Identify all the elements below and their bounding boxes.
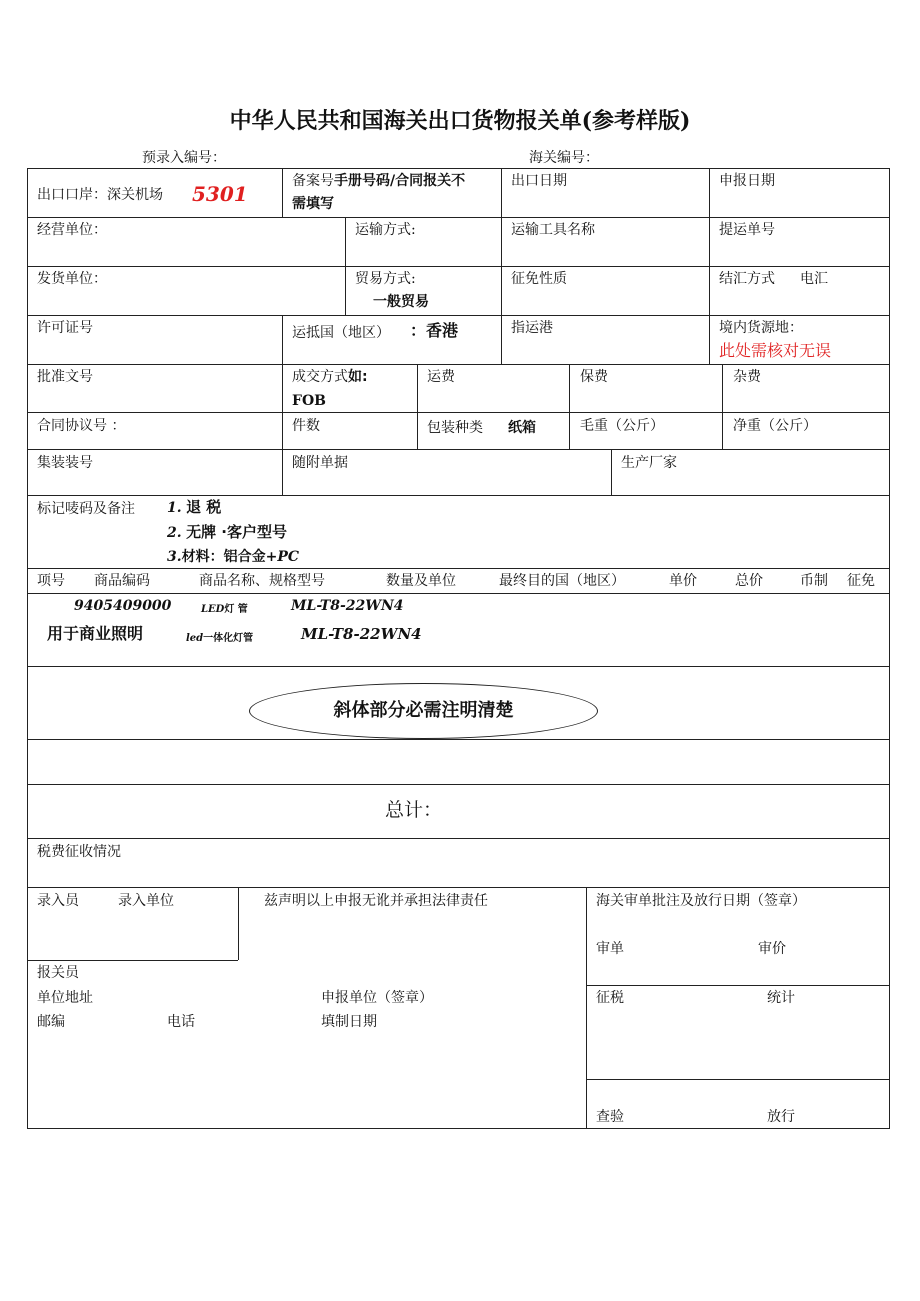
marks-line-3 — [167, 548, 299, 566]
levy-label: 征税 — [596, 990, 624, 1006]
export-port-code: 5301 — [192, 182, 248, 206]
record-no-note: 手册号码/合同报关不 — [334, 173, 466, 189]
deal-mode-value: FOB — [292, 393, 326, 409]
record-no-label-text: 备案号 — [292, 173, 334, 189]
domestic-source-note: 此处需核对无误 — [719, 341, 832, 360]
gross-weight-label: 毛重（公斤） — [580, 418, 664, 434]
total-label: 总计： — [385, 799, 443, 821]
item-name-1-en: LED — [201, 604, 225, 615]
marks-line-1-text: 退 税 — [186, 498, 222, 516]
price-review-label: 审价 — [758, 941, 786, 957]
marks-line-1 — [167, 498, 221, 517]
item-usage: 用于商业照明 — [47, 624, 144, 643]
destination-port-label: 指运港 — [511, 320, 553, 336]
package-label: 包装种类 — [427, 420, 483, 436]
col-currency: 币制 — [800, 573, 828, 589]
container-label: 集装装号 — [37, 455, 93, 471]
entry-clerk-label: 录入员 — [37, 893, 79, 909]
deal-mode-label-text: 成交方式 — [292, 369, 348, 385]
shipper-label: 发货单位： — [37, 271, 107, 287]
col-commodity-code: 商品编码 — [94, 573, 150, 589]
package-value: 纸箱 — [508, 420, 536, 436]
insurance-label: 保费 — [580, 369, 608, 385]
address-label: 单位地址 — [37, 990, 93, 1006]
transport-tool-label: 运输工具名称 — [511, 222, 595, 238]
marks-line-3-no: 3. — [167, 549, 182, 565]
fill-date-label: 填制日期 — [321, 1014, 377, 1030]
item-name-1 — [201, 599, 248, 619]
oval-note: 斜体部分必需注明清楚 — [333, 700, 514, 721]
item-commodity-code: 9405409000 — [74, 598, 172, 614]
destination-country-value: ：香港 — [410, 321, 459, 340]
marks-line-2-text: 无牌 ·客户型号 — [186, 523, 287, 541]
inspection-label: 查验 — [596, 1109, 624, 1125]
entry-unit-label: 录入单位 — [118, 893, 174, 909]
col-quantity-unit: 数量及单位 — [386, 573, 456, 589]
marks-label: 标记唛码及备注 — [37, 501, 135, 517]
declare-unit-label: 申报单位（签章） — [321, 990, 433, 1006]
deal-mode-label-bold: 如: — [348, 369, 368, 385]
col-item-no: 项号 — [37, 573, 65, 589]
attached-docs-label: 随附单据 — [292, 455, 348, 471]
tax-label: 税费征收情况 — [37, 844, 121, 860]
domestic-source-label: 境内货源地： — [719, 320, 803, 336]
bill-no-label: 提运单号 — [719, 222, 775, 238]
record-no-label — [292, 172, 465, 190]
operating-unit-label: 经营单位： — [37, 222, 107, 238]
review-label: 审单 — [596, 941, 624, 957]
pre-entry-no-label: 预录入编号： — [142, 150, 226, 166]
exemption-label: 征免性质 — [511, 271, 567, 287]
page-title: 中华人民共和国海关出口货物报关单(参考样版) — [229, 108, 691, 134]
settlement-label: 结汇方式 — [719, 271, 775, 287]
settlement-value: 电汇 — [800, 271, 828, 287]
freight-label: 运费 — [427, 369, 455, 385]
transport-mode-label: 运输方式: — [355, 222, 416, 238]
item-name-1-cn: 灯 管 — [224, 604, 248, 615]
marks-line-3-text: 材料：铝合金 — [181, 549, 266, 565]
destination-country-label: 运抵国（地区） — [292, 325, 390, 341]
approval-label: 批准文号 — [37, 369, 93, 385]
col-total-price: 总价 — [735, 573, 763, 589]
net-weight-label: 净重（公斤） — [733, 418, 817, 434]
customs-no-label: 海关编号： — [529, 150, 599, 166]
col-commodity-name: 商品名称、规格型号 — [199, 573, 325, 589]
deal-mode-label — [292, 368, 368, 386]
item-model: ML-T8-22WN4 — [291, 598, 404, 614]
misc-fee-label: 杂费 — [733, 369, 761, 385]
col-destination-country: 最终目的国（地区） — [499, 573, 625, 589]
marks-line-3-tail: +PC — [265, 549, 300, 565]
release-label: 放行 — [767, 1109, 795, 1125]
col-unit-price: 单价 — [669, 573, 697, 589]
trade-mode-label: 贸易方式: — [355, 271, 416, 287]
item-name-2 — [186, 628, 253, 648]
item-model-2: ML-T8-22WN4 — [301, 625, 422, 643]
marks-line-2-no: 2. — [167, 525, 182, 541]
statistics-label: 统计 — [767, 990, 795, 1006]
declaration-text: 兹声明以上申报无讹并承担法律责任 — [264, 893, 488, 909]
export-date-label: 出口日期 — [511, 173, 567, 189]
record-no-note-line2: 需填写 — [292, 196, 334, 212]
postcode-label: 邮编 — [37, 1014, 65, 1030]
export-port-label: 出口口岸：深关机场 — [37, 187, 163, 203]
license-label: 许可证号 — [37, 320, 93, 336]
manufacturer-label: 生产厂家 — [621, 455, 677, 471]
declarant-label: 报关员 — [37, 965, 79, 981]
col-exemption: 征免 — [847, 573, 875, 589]
customs-approval-label: 海关审单批注及放行日期（签章） — [596, 893, 806, 909]
item-name-2-cn: 一体化灯管 — [203, 633, 254, 644]
marks-line-1-no: 1. — [167, 500, 182, 516]
item-name-2-en: led — [186, 633, 204, 644]
contract-label: 合同协议号 ： — [37, 418, 126, 434]
phone-label: 电话 — [167, 1014, 195, 1030]
trade-mode-value: 一般贸易 — [373, 294, 429, 310]
declare-date-label: 申报日期 — [719, 173, 775, 189]
pieces-label: 件数 — [292, 418, 320, 434]
marks-line-2 — [167, 523, 287, 542]
